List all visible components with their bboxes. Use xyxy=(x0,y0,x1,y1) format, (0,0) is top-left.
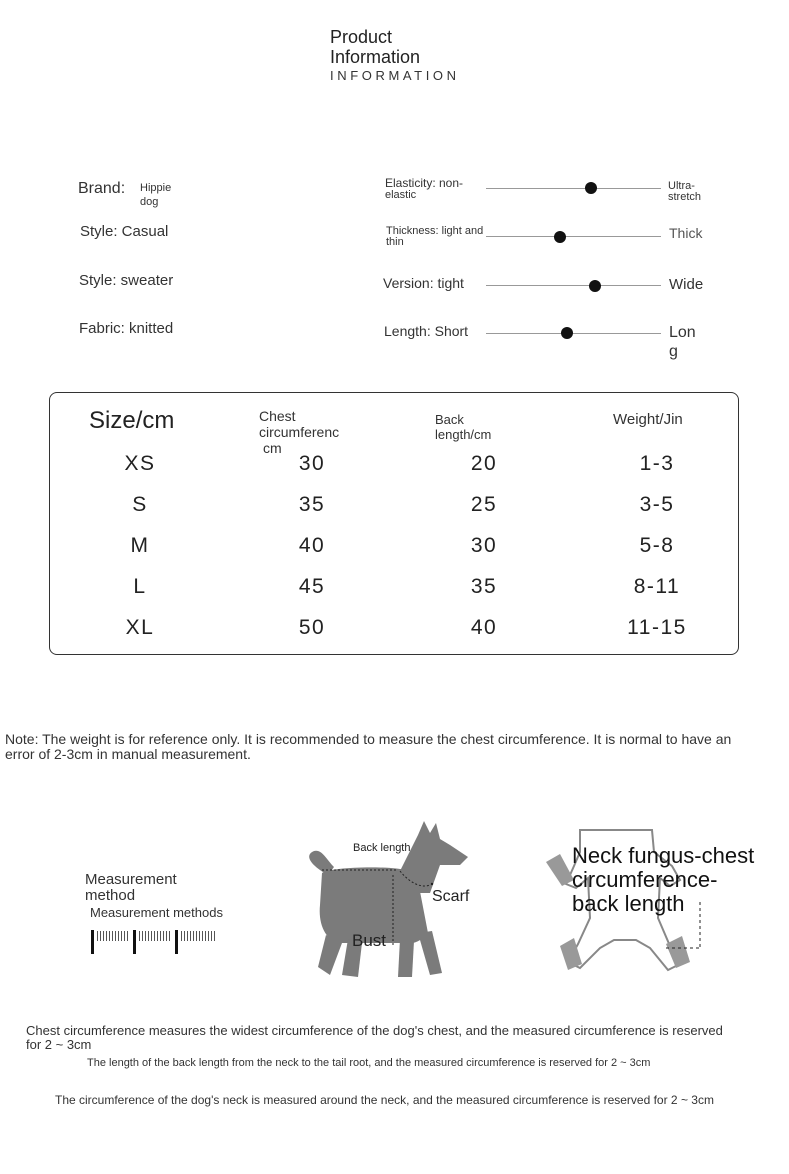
weight-xl: 11-15 xyxy=(627,616,687,639)
chest-s: 35 xyxy=(298,493,326,516)
back-description: The length of the back length from the neck to the tail root, and the measured circumference is reserved for 2 ~ 3cm xyxy=(87,1057,651,1069)
ruler-icon xyxy=(89,928,219,956)
measurement-title-1: Measurement xyxy=(85,871,177,888)
back-xl: 40 xyxy=(470,616,498,639)
garment-label-1: Neck fungus-chest xyxy=(572,843,755,868)
chest-description-2: for 2 ~ 3cm xyxy=(26,1037,92,1052)
chest-xl: 50 xyxy=(298,616,326,639)
header-weight: Weight/Jin xyxy=(613,411,683,428)
scale-thickness-track xyxy=(486,236,661,237)
scale-length-right-1: Lon xyxy=(669,324,696,341)
brand-label: Brand: xyxy=(78,180,126,197)
header-chest-3: cm xyxy=(263,440,282,456)
weight-s: 3-5 xyxy=(639,493,675,516)
chest-description-1: Chest circumference measures the widest circumference of the dog's chest, and the measured circumference is reserved xyxy=(26,1023,723,1038)
dog-bust-label: Bust xyxy=(352,931,387,950)
fabric: Fabric: knitted xyxy=(79,320,174,337)
scale-elasticity-left-1: Elasticity: non- xyxy=(385,176,464,190)
garment-label-3: back length xyxy=(572,891,685,916)
header-size: Size/cm xyxy=(89,407,175,434)
scale-elasticity-left-2: elastic xyxy=(385,189,417,201)
note-line2: error of 2-3cm in manual measurement. xyxy=(5,746,251,762)
garment-label-2: circumference- xyxy=(572,867,718,892)
back-l: 35 xyxy=(470,575,498,598)
scale-length-dot xyxy=(561,327,573,339)
page-subtitle: INFORMATION xyxy=(330,68,460,83)
note-line1: Note: The weight is for reference only. It is recommended to measure the chest circumference. It is normal to have an xyxy=(5,731,732,747)
back-m: 30 xyxy=(470,534,498,557)
chest-l: 45 xyxy=(298,575,326,598)
size-m: M xyxy=(130,534,150,557)
page-title-line1: Product xyxy=(330,27,393,47)
style-casual: Style: Casual xyxy=(80,223,169,240)
measurement-subtitle: Measurement methods xyxy=(90,905,223,920)
header-back-2: length/cm xyxy=(435,427,492,442)
back-s: 25 xyxy=(470,493,498,516)
header-chest-2: circumferenc xyxy=(259,424,340,440)
size-l: L xyxy=(133,575,147,598)
scale-thickness-dot xyxy=(554,231,566,243)
scale-elasticity-dot xyxy=(585,182,597,194)
weight-m: 5-8 xyxy=(639,534,675,557)
scale-elasticity-track xyxy=(486,188,661,189)
scale-thickness-left-1: Thickness: light and xyxy=(386,225,484,237)
neck-description: The circumference of the dog's neck is measured around the neck, and the measured circumference is reserved for 2 ~ 3cm xyxy=(55,1093,714,1107)
scale-thickness-right: Thick xyxy=(669,225,703,241)
chest-m: 40 xyxy=(298,534,326,557)
chest-xs: 30 xyxy=(298,452,326,475)
back-xs: 20 xyxy=(470,452,498,475)
measurement-title-2: method xyxy=(85,887,136,904)
brand-value-line1: Hippie xyxy=(140,182,172,194)
size-s: S xyxy=(132,493,148,516)
size-xl: XL xyxy=(125,616,155,639)
scale-length-track xyxy=(486,333,661,334)
size-xs: XS xyxy=(124,452,156,475)
header-chest-1: Chest xyxy=(259,408,296,424)
dog-scarf-label: Scarf xyxy=(432,888,470,905)
scale-length-left: Length: Short xyxy=(384,323,469,339)
dog-back-length-label: Back length xyxy=(353,842,411,854)
scale-length-right-2: g xyxy=(669,343,678,360)
header-back-1: Back xyxy=(435,412,464,427)
style-sweater: Style: sweater xyxy=(79,272,174,289)
scale-elasticity-right-1: Ultra- xyxy=(668,180,695,192)
weight-xs: 1-3 xyxy=(639,452,675,475)
scale-thickness-left-2: thin xyxy=(386,236,404,248)
scale-version-dot xyxy=(589,280,601,292)
weight-l: 8-11 xyxy=(633,575,681,598)
page-title-line2: Information xyxy=(330,47,421,67)
brand-value-line2: dog xyxy=(140,196,159,208)
scale-version-right: Wide xyxy=(669,276,704,293)
scale-version-left: Version: tight xyxy=(383,275,464,291)
scale-version-track xyxy=(486,285,661,286)
scale-elasticity-right-2: stretch xyxy=(668,191,702,203)
